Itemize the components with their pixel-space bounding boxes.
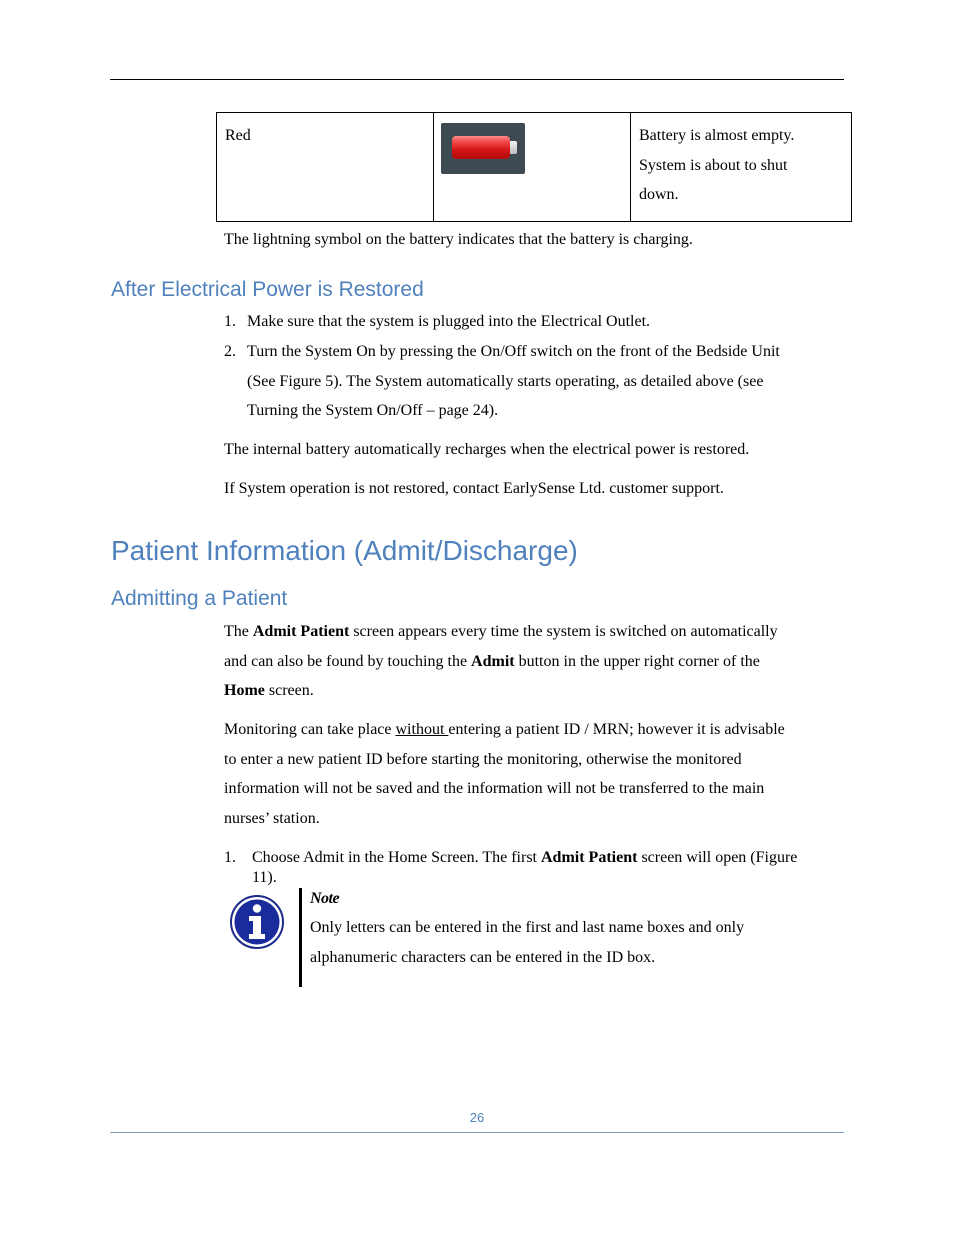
note-text-line: alphanumeric characters can be entered in the ID box.: [310, 949, 656, 966]
list-text: Make sure that the system is plugged into the Electrical Outlet.: [247, 313, 651, 330]
note-bar: [299, 888, 302, 987]
paragraph-monitoring: Monitoring can take place without entering a patient ID / MRN; however it is advisable to enter a new patient ID before starting the monitoring, otherwise the monitored information will not be saved and the information will not be transferred to the main nurses’ station.: [224, 721, 785, 827]
list-item: 1. Choose Admit in the Home Screen. The first Admit Patient screen will open (Figure 11).: [224, 849, 798, 886]
battery-description-cell: [631, 113, 852, 222]
list-item: [224, 307, 844, 337]
battery-color-cell: [217, 113, 434, 222]
footer-rule: [110, 1132, 844, 1133]
table-row: [217, 113, 852, 222]
list-number: 2.: [224, 343, 236, 360]
bold-term: Home: [224, 682, 265, 699]
note-title: Note: [310, 890, 340, 907]
bold-term: Admit Patient: [541, 849, 638, 866]
note-text-line: Only letters can be entered in the first and last name boxes and only: [310, 919, 745, 936]
bold-term: Admit Patient: [252, 623, 350, 640]
list-number: 1.: [224, 313, 236, 330]
paragraph-support: If System operation is not restored, contact EarlySense Ltd. customer support.: [224, 480, 724, 497]
section-heading-admitting: Admitting a Patient: [111, 587, 288, 610]
battery-status-table: [216, 112, 852, 222]
bold-term: Admit: [471, 652, 515, 670]
list-text-line: Turn the System On by pressing the On/Off switch on the front of the Bedside Unit: [247, 343, 780, 360]
paragraph-recharge: The internal battery automatically recharges when the electrical power is restored.: [224, 441, 750, 458]
lightning-note: The lightning symbol on the battery indicates that the battery is charging.: [224, 231, 693, 248]
battery-almost-empty-icon: [441, 123, 525, 174]
battery-desc-line: down.: [639, 186, 679, 203]
chapter-heading: Patient Information (Admit/Discharge): [111, 535, 578, 566]
info-icon: [229, 894, 285, 950]
list-number: 1.: [224, 849, 236, 866]
underlined-term: without: [395, 721, 449, 738]
header-rule: [110, 79, 844, 80]
list-item: [224, 337, 844, 426]
battery-icon-cell: [434, 113, 631, 222]
paragraph-admit-screen: The Admit Patient screen appears every time the system is switched on automatically and can also be found by touching the Admit button in the upper right corner of the Home screen.: [224, 623, 778, 699]
list-text-line: (See Figure 5). The System automatically starts operating, as detailed above (see: [247, 372, 764, 390]
page-number: 26: [469, 1110, 485, 1125]
battery-desc-line: System is about to shut: [639, 156, 788, 174]
section-heading-after-power: After Electrical Power is Restored: [111, 278, 424, 301]
battery-color-label: Red: [225, 127, 251, 144]
battery-desc-line: Battery is almost empty.: [639, 127, 795, 144]
list-text-line: Turning the System On/Off – page 24).: [247, 402, 499, 419]
